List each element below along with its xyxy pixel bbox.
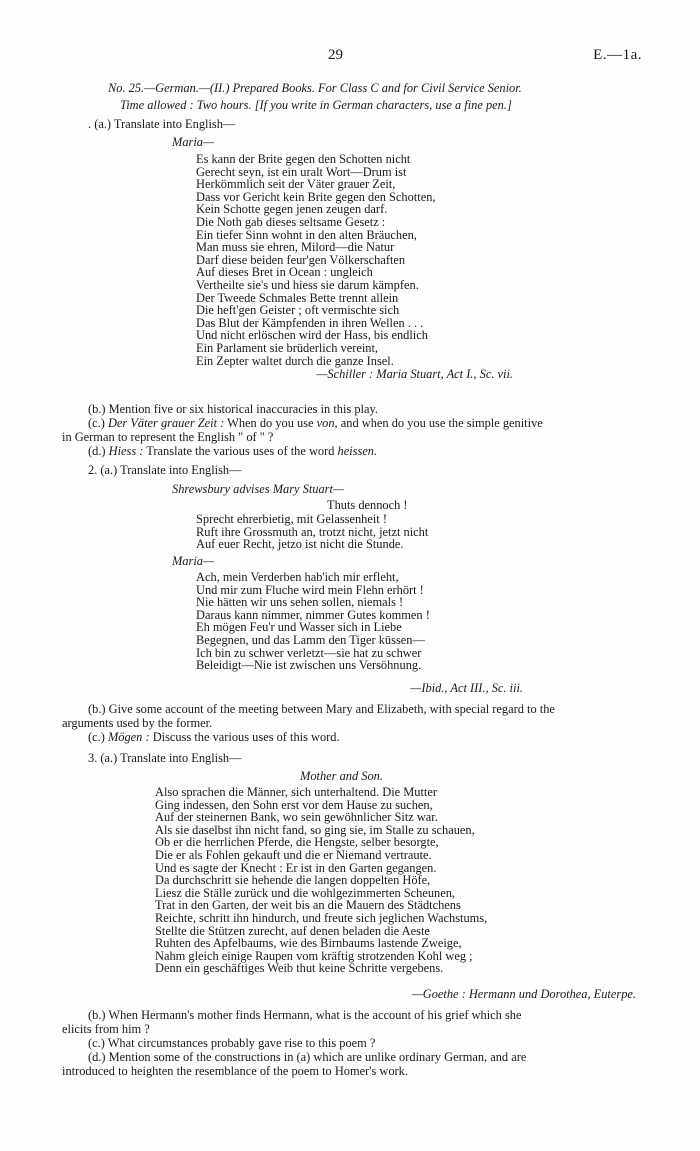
verse-line: Ob er die herrlichen Pferde, die Hengste, selber besorgte, [155, 835, 439, 850]
paper-heading-line2: Time allowed : Two hours. [If you write in German characters, use a fine pen.] [120, 98, 512, 112]
verse-line: Ruhten des Apfelbaums, wie des Birnbaums lastende Zweige, [155, 936, 462, 951]
verse-line: Ging indessen, den Sohn erst vor dem Hause zu suchen, [155, 797, 433, 812]
q2b-line2: arguments used by the former. [62, 716, 213, 730]
q2-verse-maria [196, 571, 430, 672]
verse-line: Reichte, schritt ihn hindurch, und freute sich jeglichen Wachstums, [155, 910, 488, 925]
verse-line: Als sie daselbst ihn nicht fand, so ging sie, im Stalle zu schauen, [155, 822, 475, 837]
q3-citation: —Goethe : Hermann und Dorothea, Euterpe. [411, 987, 636, 1001]
verse-line: Nahm gleich einige Raupen vom kräftig strotzenden Kohl weg ; [155, 948, 473, 963]
verse-line: Nie hätten wir uns sehen sollen, niemals ! [196, 595, 404, 610]
q2-first-line: Thuts dennoch ! [327, 498, 408, 512]
verse-line: Ein Zepter waltet durch die ganze Insel. [196, 353, 394, 368]
q3c: (c.) What circumstances probably gave rise to this poem ? [88, 1036, 376, 1050]
verse-line: Denn ein geschäftiges Weib thut keine Schritte vergebens. [155, 961, 444, 976]
q1c-von: von, [316, 416, 338, 430]
q1d-word: heissen. [337, 444, 378, 458]
verse-line: Man muss sie ehren, Milord—die Natur [196, 240, 395, 255]
verse-line: Eh mögen Feu'r und Wasser sich in Liebe [196, 620, 402, 635]
q2c [88, 731, 340, 744]
verse-line: Auf dieses Bret in Ocean : ungleich [196, 265, 373, 280]
q2c-term: Mögen : [107, 730, 150, 744]
q1c-label: (c.) [88, 416, 105, 430]
q3b-line1: (b.) When Hermann's mother finds Hermann, what is the account of his grief which she [88, 1008, 522, 1022]
verse-line: Beleidigt—Nie ist zwischen uns Versöhnung. [196, 658, 422, 673]
verse-line: Das Blut der Kämpfenden in ihren Wellen . . . [196, 315, 424, 330]
q1d-text: Translate the various uses of the word [146, 444, 335, 458]
verse-line: Also sprachen die Männer, sich unterhaltend. Die Mutter [155, 785, 437, 799]
verse-line: Trat in den Garten, der weit bis an die Mauern des Städtchens [155, 898, 461, 913]
verse-line: Ach, mein Verderben hab'ich mir erfleht, [196, 570, 399, 584]
q1-verse [196, 153, 436, 367]
verse-line: Die er als Fohlen gekauft und die er Niemand vertraute. [155, 847, 432, 862]
verse-line: Da durchschritt sie hehende die langen doppelten Höfe, [155, 873, 431, 888]
q1-speaker: Maria— [172, 135, 214, 149]
q1d-term: Hiess : [108, 444, 144, 458]
q2c-text: Discuss the various uses of this word. [152, 730, 340, 744]
verse-line: Begegnen, und das Lamm den Tiger küssen— [196, 632, 425, 647]
q1-citation: —Schiller : Maria Stuart, Act I., Sc. vii. [316, 367, 513, 381]
verse-line: Ich bin zu schwer verletzt—sie hat zu schwer [196, 645, 422, 660]
verse-line: Daraus kann nimmer, nimmer Gutes kommen ! [196, 607, 430, 622]
verse-line: Und mir zum Fluche wird mein Flehn erhört ! [196, 582, 424, 597]
verse-line: Gerecht seyn, ist ein uralt Wort—Drum ist [196, 164, 407, 179]
verse-line: Vertheilte sie's und hiess sie darum kämpfen. [196, 277, 419, 292]
page-number: 29 [328, 47, 343, 63]
q3d-line2: introduced to heighten the resemblance of the poem to Homer's work. [62, 1064, 408, 1078]
q1c-line2: in German to represent the English " of " ? [62, 430, 274, 444]
verse-line: Ein tiefer Sinn wohnt in den alten Bräuchen, [196, 227, 417, 242]
q1d [88, 445, 377, 458]
verse-line: Ruft ihre Grossmuth an, trotzt nicht, jetzt nicht [196, 524, 429, 539]
q1c-text2: and when do you use the simple genitive [340, 416, 543, 430]
verse-line: Auf euer Recht, jetzo ist nicht die Stunde. [196, 537, 404, 552]
q1a-instruction: . (a.) Translate into English— [88, 117, 236, 131]
verse-line: Sprecht ehrerbietig, mit Gelassenheit ! [196, 512, 387, 526]
q1b: (b.) Mention five or six historical inaccuracies in this play. [88, 402, 378, 416]
q2c-label: (c.) [88, 730, 105, 744]
q2-citation: —Ibid., Act III., Sc. iii. [410, 681, 523, 695]
verse-line: Die heft'gen Geister ; oft vermischte sich [196, 303, 400, 318]
q1c-line1 [88, 417, 543, 430]
verse-line: Die Noth gab dieses seltsame Gesetz : [196, 214, 386, 229]
verse-line: Und es sagte der Knecht : Er ist in den Garten gegangen. [155, 860, 437, 875]
q3b-line2: elicits from him ? [62, 1022, 150, 1036]
paper-heading-line1: No. 25.—German.—(II.) Prepared Books. For Class C and for Civil Service Senior. [108, 81, 522, 95]
verse-line: Auf der steinernen Bank, wo sein gewöhnlicher Sitz war. [155, 810, 438, 825]
verse-line: Ein Parlament sie brüderlich vereint, [196, 340, 379, 355]
verse-line: Darf diese beiden feur'gen Völkerschaften [196, 252, 406, 267]
q2-verse-shrewsbury [196, 513, 428, 551]
q3-poem-title: Mother and Son. [300, 769, 383, 783]
verse-line: Es kann der Brite gegen den Schotten nicht [196, 152, 411, 166]
verse-line: Und nicht erlöschen wird der Hass, bis endlich [196, 328, 428, 343]
verse-line: Der Tweede Schmales Bette trennt allein [196, 290, 399, 305]
q3d-line1: (d.) Mention some of the constructions in (a) which are unlike ordinary German, and are [88, 1050, 527, 1064]
q1c-term: Der Väter grauer Zeit : [107, 416, 225, 430]
verse-line: Dass vor Gericht kein Brite gegen den Schotten, [196, 189, 436, 204]
q3a-instruction: 3. (a.) Translate into English— [88, 751, 242, 765]
verse-line: Stellte die Stützen zurecht, auf denen beladen die Aeste [155, 923, 430, 938]
q2-intro: Shrewsbury advises Mary Stuart— [172, 482, 344, 496]
verse-line: Kein Schotte gegen jenen zeugen darf. [196, 202, 388, 217]
q2b-line1: (b.) Give some account of the meeting between Mary and Elizabeth, with special regard to the [88, 702, 555, 716]
q2a-instruction: 2. (a.) Translate into English— [88, 463, 242, 477]
q1d-label: (d.) [88, 444, 106, 458]
document-reference: E.—1a. [593, 47, 642, 63]
q2-speaker: Maria— [172, 554, 214, 568]
verse-line: Liesz die Ställe zurück und die wohlgezimmerten Scheunen, [155, 885, 456, 900]
q1c-text1: When do you use [227, 416, 314, 430]
q3-verse [155, 786, 487, 975]
verse-line: Herkömmlich seit der Väter grauer Zeit, [196, 177, 396, 192]
